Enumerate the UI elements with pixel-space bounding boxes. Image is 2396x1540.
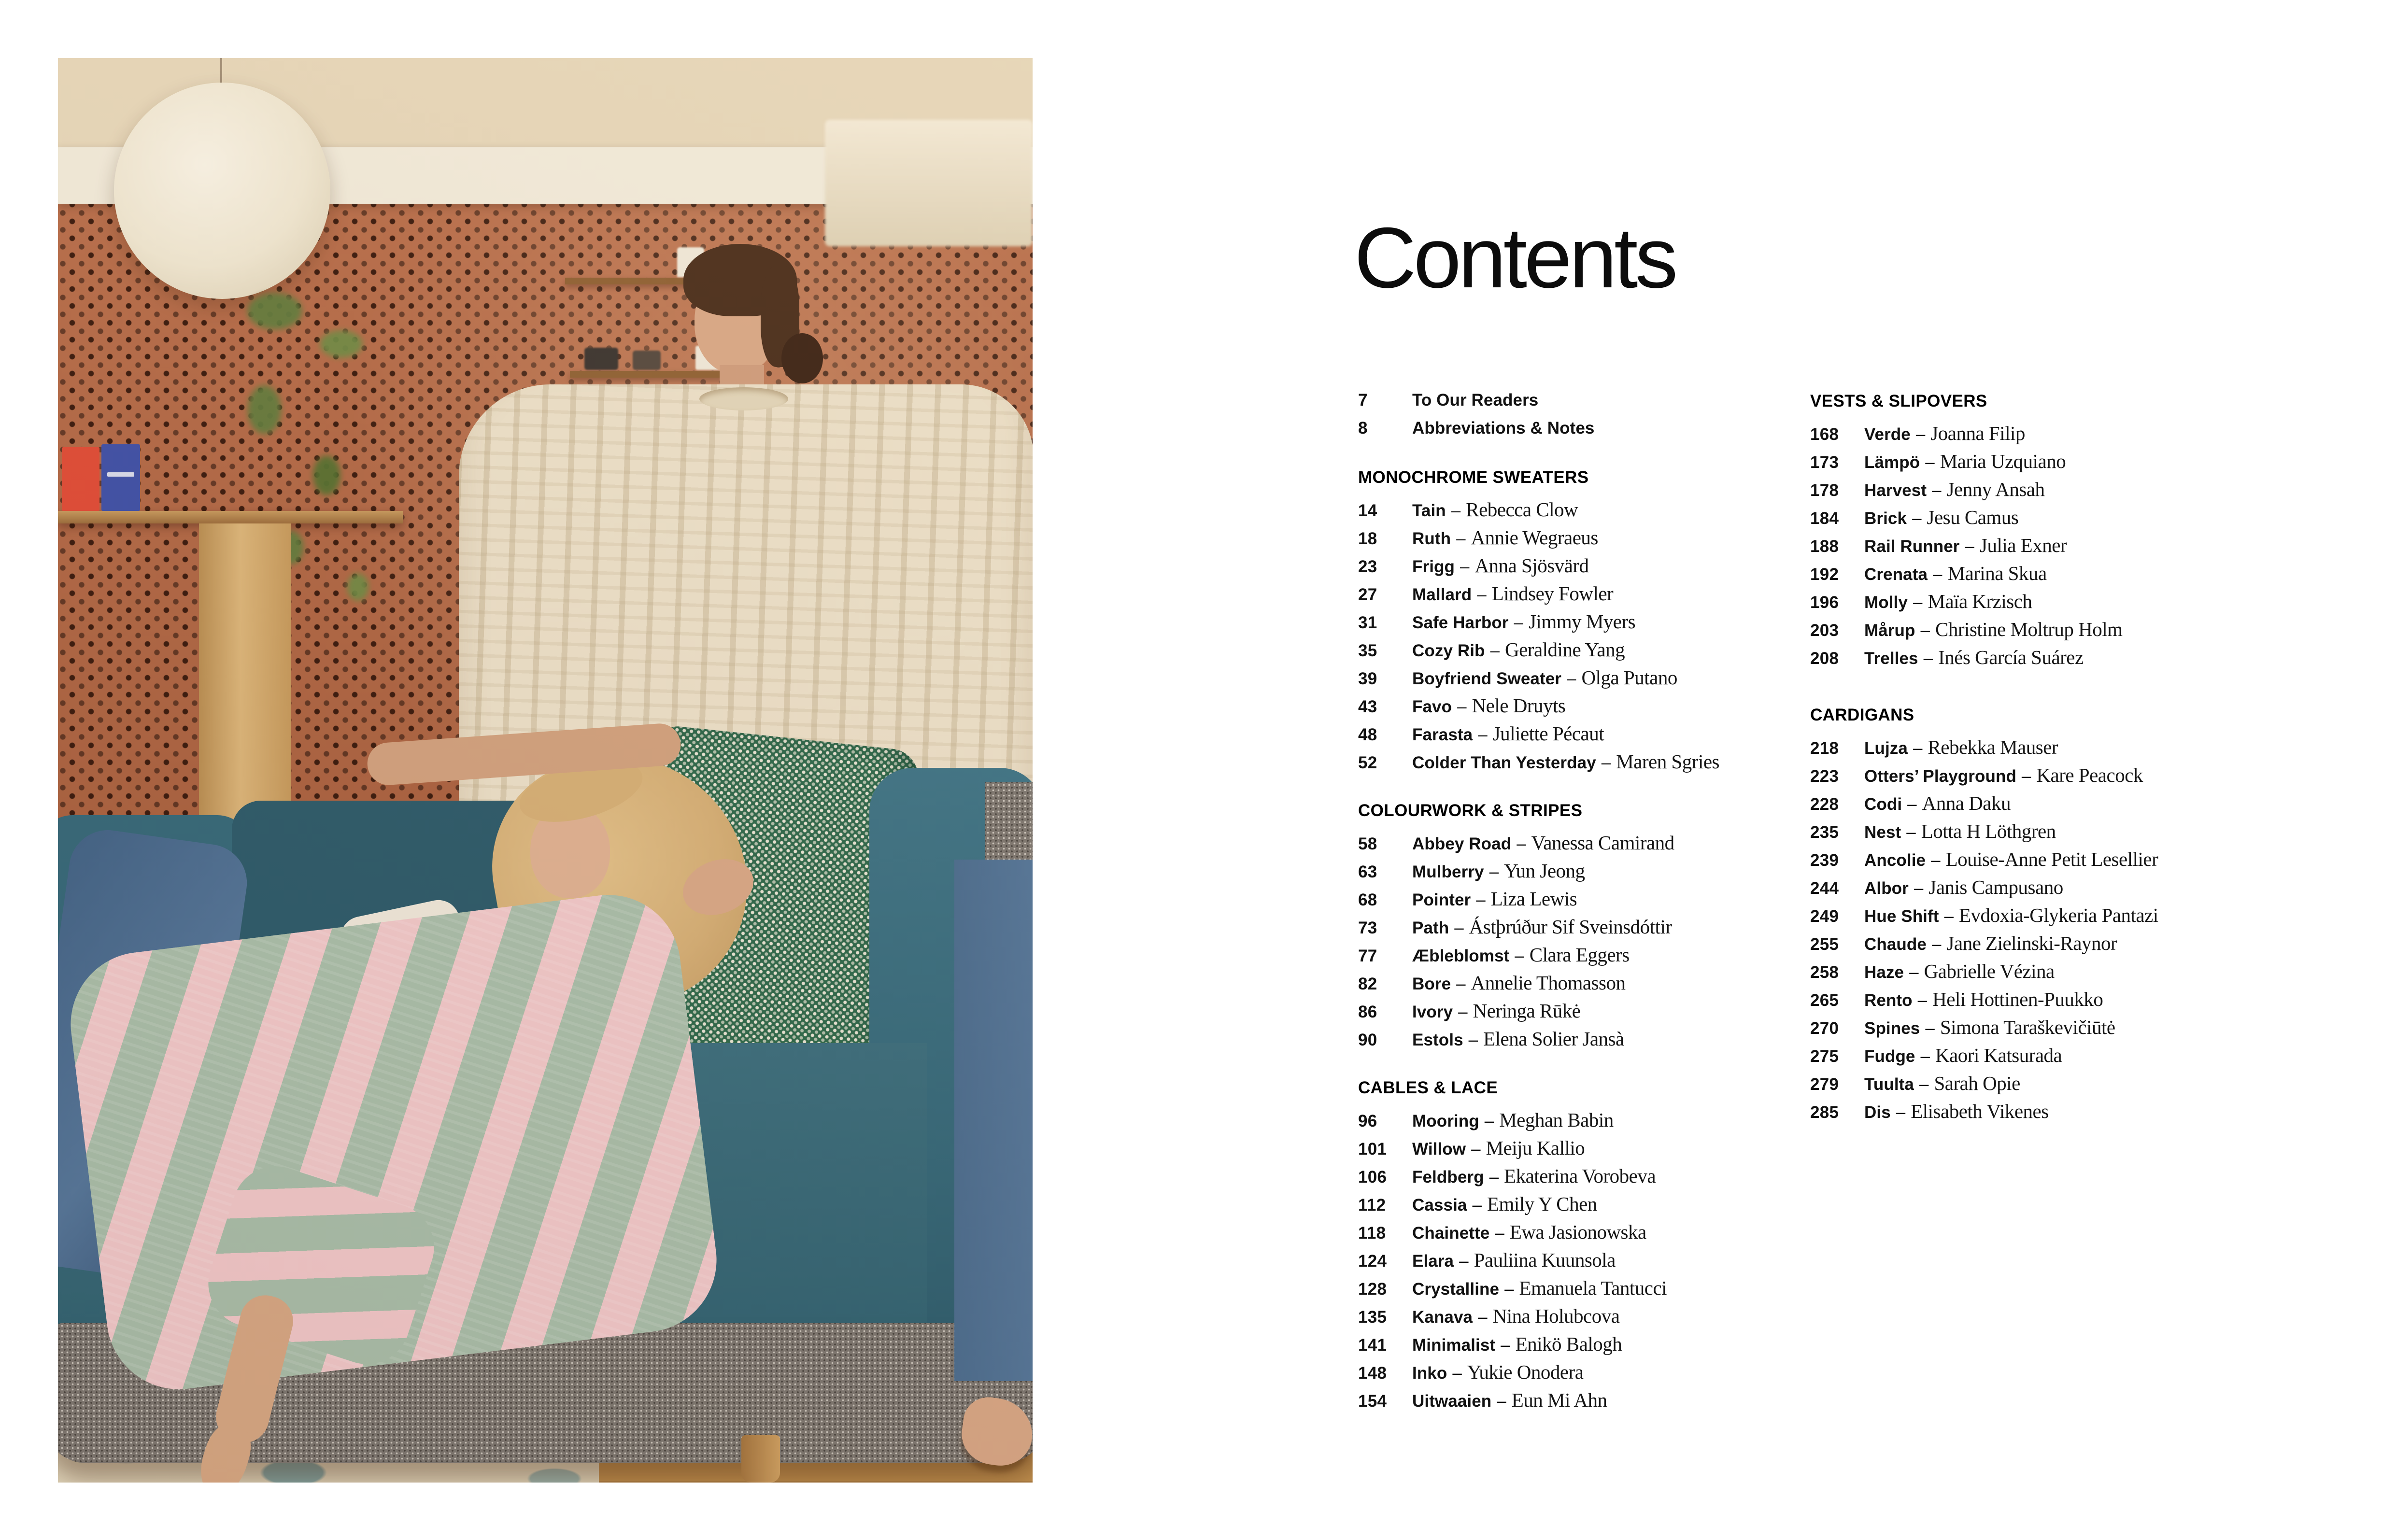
toc-entry (1810, 1069, 2380, 1097)
toc-entry-designer: Anna Daku (1922, 792, 2011, 814)
toc-column-1 (1358, 386, 1802, 1414)
toc-entry-designer: Jane Zielinski-Raynor (1946, 932, 2117, 954)
toc-entry-pattern-name: Colder Than Yesterday (1412, 753, 1596, 772)
toc-entry-designer: Marina Skua (1947, 562, 2047, 584)
toc-entry-designer: Evdoxia-Glykeria Pantazi (1958, 904, 2158, 926)
toc-entry-page-number: 112 (1358, 1196, 1386, 1215)
toc-entry (1358, 386, 1802, 414)
toc-entry (1358, 608, 1802, 636)
toc-entry (1810, 587, 2380, 615)
toc-entry-page-number: 82 (1358, 975, 1377, 993)
dash-separator: – (1925, 453, 1935, 472)
toc-column-2 (1810, 387, 2380, 1125)
dash-separator: – (1478, 725, 1488, 744)
toc-entry (1358, 579, 1802, 608)
toc-entry-pattern-name: Haze (1864, 963, 1904, 982)
toc-entry-pattern-name: Minimalist (1412, 1336, 1496, 1355)
toc-entry-designer: Maria Uzquiano (1940, 450, 2066, 472)
toc-entry-pattern-name: Chaude (1864, 935, 1927, 954)
sweater-collar (699, 387, 788, 410)
toc-entry-pattern-name: Boyfriend Sweater (1412, 669, 1562, 688)
toc-entry-designer: Ewa Jasionowska (1509, 1221, 1646, 1243)
dash-separator: – (1484, 1112, 1494, 1130)
toc-entry-page-number: 148 (1358, 1364, 1387, 1383)
toc-entry-designer: Elisabeth Vikenes (1911, 1100, 2049, 1122)
toc-entry-label (1412, 748, 1719, 780)
toc-entry (1358, 720, 1802, 748)
dash-separator: – (1567, 669, 1576, 688)
toc-entry-designer: Anna Sjösvärd (1474, 554, 1589, 577)
toc-entry-pattern-name: Favo (1412, 697, 1452, 716)
dash-separator: – (1489, 1168, 1499, 1187)
toc-entry (1358, 664, 1802, 692)
toc-entry-page-number: 239 (1810, 851, 1839, 870)
toc-entry (1358, 1358, 1802, 1386)
toc-entry-page-number: 63 (1358, 862, 1377, 881)
toc-entry (1358, 1218, 1802, 1246)
toc-entry-label (1864, 643, 2084, 676)
toc-entry-designer: Jimmy Myers (1528, 610, 1636, 633)
toc-entry (1810, 559, 2380, 587)
toc-entry (1358, 551, 1802, 579)
dash-separator: – (1944, 907, 1954, 926)
toc-section-heading: VESTS & SLIPOVERS (1810, 392, 1987, 410)
toc-entry-designer: Olga Putano (1581, 666, 1677, 689)
toc-entry-page-number: 27 (1358, 585, 1377, 604)
toc-entry-page-number: 106 (1358, 1168, 1387, 1187)
camera-ornament (633, 351, 661, 370)
toc-entry-page-number: 118 (1358, 1224, 1386, 1243)
toc-entry-pattern-name: Mulberry (1412, 862, 1484, 881)
toc-entry-designer: Yukie Onodera (1467, 1361, 1584, 1383)
toc-entry-pattern-name: Ivory (1412, 1003, 1453, 1021)
toc-entry-page-number: 14 (1358, 501, 1377, 520)
toc-entry (1358, 1274, 1802, 1302)
toc-entry-page-number: 265 (1810, 991, 1839, 1010)
dash-separator: – (1514, 613, 1523, 632)
dash-separator: – (1923, 649, 1933, 668)
toc-section-heading: CABLES & LACE (1358, 1078, 1498, 1097)
toc-entry-page-number: 73 (1358, 918, 1377, 937)
dash-separator: – (1933, 565, 1942, 584)
toc-entry (1810, 419, 2380, 447)
toc-entry-pattern-name: Albor (1864, 879, 1909, 898)
toc-entry-pattern-name: Path (1412, 918, 1449, 937)
seated-woman-jeans-leg (954, 860, 1033, 1381)
toc-entry-page-number: 77 (1358, 947, 1377, 965)
dash-separator: – (1515, 947, 1524, 965)
toc-entry-designer: Meiju Kallio (1486, 1137, 1585, 1159)
toc-entry-designer: Enikö Balogh (1515, 1333, 1622, 1355)
toc-entry-page-number: 196 (1810, 593, 1839, 612)
toc-entry-page-number: 135 (1358, 1308, 1387, 1327)
toc-entry-pattern-name: Mallard (1412, 585, 1472, 604)
red-book (62, 447, 99, 511)
toc-entry-page-number: 35 (1358, 641, 1377, 660)
toc-entry-designer: Elena Solier Jansà (1483, 1028, 1624, 1050)
toc-entry-pattern-name: Feldberg (1412, 1168, 1484, 1187)
dash-separator: – (1932, 481, 1942, 500)
toc-entry-page-number: 244 (1810, 879, 1839, 898)
toc-entry (1810, 1013, 2380, 1041)
toc-entry-page-number: 141 (1358, 1336, 1387, 1355)
toc-entry-pattern-name: Otters’ Playground (1864, 767, 2016, 786)
dash-separator: – (1913, 739, 1923, 758)
toc-entry-pattern-name: Estols (1412, 1031, 1463, 1049)
toc-entry-page-number: 208 (1810, 649, 1839, 668)
toc-entry-designer: Emanuela Tantucci (1519, 1277, 1667, 1299)
dash-separator: – (1913, 593, 1923, 612)
toc-entry-pattern-name: Mooring (1412, 1112, 1479, 1130)
toc-entry-designer: Geraldine Yang (1505, 638, 1625, 661)
dash-separator: – (1458, 1003, 1468, 1021)
dash-separator: – (1907, 795, 1917, 814)
toc-entry (1810, 475, 2380, 503)
toc-entry-pattern-name: Molly (1864, 593, 1908, 612)
toc-entry-pattern-name: Fudge (1864, 1047, 1915, 1066)
toc-entry-designer: Janis Campusano (1928, 876, 2063, 898)
dash-separator: – (1906, 823, 1916, 842)
toc-entry-page-number: 154 (1358, 1392, 1387, 1411)
toc-entry (1810, 615, 2380, 643)
toc-section-heading: COLOURWORK & STRIPES (1358, 801, 1583, 820)
toc-entry-designer: Heli Hottinen-Puukko (1932, 988, 2103, 1010)
dash-separator: – (1931, 935, 1942, 954)
dash-separator: – (1471, 1140, 1481, 1159)
toc-entry-designer: Ástþrúður Sif Sveinsdóttir (1469, 916, 1672, 938)
toc-entry (1358, 997, 1802, 1025)
dash-separator: – (1490, 641, 1500, 660)
dash-separator: – (1501, 1336, 1510, 1355)
toc-entry-page-number: 258 (1810, 963, 1839, 982)
toc-entry (1810, 1097, 2380, 1125)
toc-entry-label (1412, 414, 1594, 446)
sphere-pendant-lamp (114, 83, 330, 299)
toc-entry-page-number: 228 (1810, 795, 1839, 814)
toc-entry-page-number: 48 (1358, 725, 1377, 744)
dash-separator: – (1477, 585, 1487, 604)
toc-entry-designer: Emily Y Chen (1487, 1193, 1597, 1215)
toc-entry (1358, 636, 1802, 664)
toc-entry-page-number: 128 (1358, 1280, 1387, 1299)
toc-entry-designer: Nele Druyts (1472, 694, 1566, 717)
toc-entry-designer: Annie Wegraeus (1471, 526, 1598, 549)
toc-entry-pattern-name: Crystalline (1412, 1280, 1500, 1299)
toc-entry-page-number: 96 (1358, 1112, 1377, 1130)
toc-entry-designer: Christine Moltrup Holm (1935, 618, 2123, 640)
dash-separator: – (1457, 697, 1467, 716)
toc-entry-pattern-name: Uitwaaien (1412, 1392, 1492, 1411)
dash-separator: – (1912, 509, 1922, 528)
dash-separator: – (1909, 963, 1919, 982)
toc-entry-pattern-name: Mårup (1864, 621, 1915, 640)
toc-entry (1358, 1134, 1802, 1162)
toc-entry-page-number: 255 (1810, 935, 1839, 954)
dash-separator: – (1965, 537, 1974, 556)
toc-entry-designer: Inés García Suárez (1938, 646, 2084, 668)
toc-entry-pattern-name: Safe Harbor (1412, 613, 1509, 632)
toc-entry-page-number: 39 (1358, 669, 1377, 688)
toc-entry-label (1412, 386, 1538, 418)
toc-entry-designer: Gabrielle Vézina (1924, 960, 2055, 982)
toc-entry-pattern-name: Frigg (1412, 557, 1455, 576)
dash-separator: – (1459, 1252, 1469, 1271)
toc-entry (1358, 523, 1802, 551)
toc-entry (1358, 1302, 1802, 1330)
toc-entry-designer: Juliette Pécaut (1492, 722, 1604, 745)
toc-entry-page-number: 52 (1358, 753, 1377, 772)
toc-entry-designer: Maren Sgries (1616, 750, 1719, 773)
toc-entry-pattern-name: Cassia (1412, 1196, 1467, 1215)
toc-entry-designer: Ekaterina Vorobeva (1504, 1165, 1656, 1187)
dash-separator: – (1468, 1031, 1478, 1049)
toc-entry-designer: Maïa Krzisch (1928, 590, 2032, 612)
toc-entry-pattern-name: Æbleblomst (1412, 947, 1510, 965)
camera-ornament (584, 348, 618, 370)
dash-separator: – (1460, 557, 1470, 576)
toc-entry (1358, 414, 1802, 442)
toc-entry (1810, 985, 2380, 1013)
dash-separator: – (1456, 975, 1466, 993)
toc-entry-designer: Louise-Anne Petit Lesellier (1945, 848, 2158, 870)
toc-entry-page-number: 31 (1358, 613, 1377, 632)
toc-entry-pattern-name: Ruth (1412, 529, 1451, 548)
dash-separator: – (1919, 1075, 1929, 1094)
dash-separator: – (1915, 425, 1926, 444)
toc-entry-designer: Jenny Ansah (1946, 478, 2045, 500)
toc-entry-page-number: 192 (1810, 565, 1839, 584)
toc-entry (1358, 969, 1802, 997)
dash-separator: – (1896, 1103, 1906, 1122)
dash-separator: – (1478, 1308, 1488, 1327)
dash-separator: – (1931, 851, 1941, 870)
toc-entry-page-number: 270 (1810, 1019, 1839, 1038)
toc-entry-designer: Sarah Opie (1934, 1072, 2020, 1094)
toc-entry-page-number: 18 (1358, 529, 1377, 548)
toc-entry (1358, 1246, 1802, 1274)
toc-entry-page-number: 124 (1358, 1252, 1387, 1271)
dash-separator: – (1601, 753, 1611, 772)
toc-entry-page-number: 279 (1810, 1075, 1839, 1094)
wooden-shelf (58, 511, 403, 523)
toc-entry-pattern-name: Elara (1412, 1252, 1454, 1271)
toc-entry-pattern-name: Tuulta (1864, 1075, 1914, 1094)
dash-separator: – (1914, 879, 1924, 898)
toc-entry-label (1864, 1097, 2049, 1130)
toc-section-heading: MONOCHROME SWEATERS (1358, 468, 1589, 487)
toc-entry-designer: Kare Peacock (2036, 764, 2143, 786)
dash-separator: – (1920, 1047, 1930, 1066)
toc-section-heading: CARDIGANS (1810, 706, 1914, 724)
toc-entry (1810, 845, 2380, 873)
toc-entry (1358, 857, 1802, 885)
toc-entry-designer: Lindsey Fowler (1491, 582, 1614, 605)
toc-entry-pattern-name: Crenata (1864, 565, 1928, 584)
toc-entry-page-number: 101 (1358, 1140, 1387, 1159)
toc-entry-page-number: 58 (1358, 834, 1377, 853)
toc-entry-pattern-name: Chainette (1412, 1224, 1490, 1243)
toc-entry-page-number: 90 (1358, 1031, 1377, 1049)
toc-entry-designer: Neringa Rūkė (1473, 1000, 1581, 1022)
dash-separator: – (1920, 621, 1930, 640)
toc-entry-page-number: 223 (1810, 767, 1839, 786)
toc-entry-pattern-name: Dis (1864, 1103, 1891, 1122)
toc-entry (1358, 1330, 1802, 1358)
toc-entry (1810, 733, 2380, 761)
toc-entry-designer: Clara Eggers (1529, 944, 1630, 966)
toc-entry-designer: Jesu Camus (1927, 506, 2019, 528)
toc-entry-pattern-name: Bore (1412, 975, 1451, 993)
dash-separator: – (1495, 1224, 1504, 1243)
toc-entry (1810, 531, 2380, 559)
toc-entry-pattern-name: Kanava (1412, 1308, 1473, 1327)
dash-separator: – (1489, 862, 1499, 881)
toc-entry-designer: Vanessa Camirand (1531, 832, 1674, 854)
toc-entry-pattern-name: Trelles (1864, 649, 1918, 668)
toc-entry-page-number: 275 (1810, 1047, 1839, 1066)
toc-entry (1358, 829, 1802, 857)
toc-entry (1810, 447, 2380, 475)
toc-entry (1358, 913, 1802, 941)
dash-separator: – (1454, 918, 1464, 937)
toc-entry-page-number: 43 (1358, 697, 1377, 716)
toc-entry-page-number: 68 (1358, 890, 1377, 909)
dash-separator: – (1451, 501, 1461, 520)
toc-entry-title: To Our Readers (1412, 391, 1539, 410)
dash-separator: – (1925, 1019, 1935, 1038)
toc-entry-pattern-name: Spines (1864, 1019, 1920, 1038)
ceiling-shelf (825, 120, 1033, 246)
toc-entry-pattern-name: Rento (1864, 991, 1913, 1010)
toc-entry-page-number: 8 (1358, 419, 1368, 438)
dash-separator: – (1472, 1196, 1482, 1215)
toc-entry (1358, 1025, 1802, 1053)
toc-entry-pattern-name: Pointer (1412, 890, 1471, 909)
toc-entry-label (1412, 1386, 1607, 1419)
blue-book (101, 444, 140, 511)
toc-entry-page-number: 184 (1810, 509, 1839, 528)
toc-entry-pattern-name: Harvest (1864, 481, 1927, 500)
toc-entry-designer: Yun Jeong (1504, 860, 1585, 882)
toc-entry (1810, 817, 2380, 845)
dash-separator: – (1456, 529, 1466, 548)
toc-entry (1810, 929, 2380, 957)
toc-entry (1810, 761, 2380, 789)
toc-entry (1810, 901, 2380, 929)
toc-entry-page-number: 285 (1810, 1103, 1839, 1122)
toc-entry (1358, 941, 1802, 969)
toc-entry (1358, 1106, 1802, 1134)
toc-entry-designer: Kaori Katsurada (1935, 1044, 2062, 1066)
toc-entry-page-number: 218 (1810, 739, 1839, 758)
toc-entry (1358, 1162, 1802, 1190)
toc-entry-designer: Julia Exner (1979, 534, 2067, 556)
toc-entry-designer: Pauliina Kuunsola (1474, 1249, 1616, 1271)
small-wall-shelf (570, 371, 739, 378)
dash-separator: – (1517, 834, 1526, 853)
toc-entry (1810, 503, 2380, 531)
toc-entry-page-number: 86 (1358, 1003, 1377, 1021)
toc-entry-title: Abbreviations & Notes (1412, 419, 1595, 438)
toc-entry (1358, 748, 1802, 776)
toc-entry-page-number: 7 (1358, 391, 1368, 410)
sofa-wooden-leg (741, 1435, 780, 1483)
toc-entry-designer: Annelie Thomasson (1471, 972, 1626, 994)
toc-entry-pattern-name: Abbey Road (1412, 834, 1512, 853)
toc-entry-pattern-name: Verde (1864, 425, 1911, 444)
toc-entry-page-number: 168 (1810, 425, 1839, 444)
toc-entry-designer: Rebekka Mauser (1928, 736, 2058, 758)
toc-entry-pattern-name: Hue Shift (1864, 907, 1939, 926)
photo-left-page (58, 58, 1033, 1483)
toc-entry-designer: Joanna Filip (1930, 422, 2025, 444)
toc-entry-page-number: 188 (1810, 537, 1839, 556)
dash-separator: – (2021, 767, 2031, 786)
toc-entry-page-number: 249 (1810, 907, 1839, 926)
toc-entry-pattern-name: Inko (1412, 1364, 1447, 1383)
toc-entry-pattern-name: Ancolie (1864, 851, 1926, 870)
toc-entry-pattern-name: Cozy Rib (1412, 641, 1485, 660)
toc-entry (1358, 1386, 1802, 1414)
toc-entry (1358, 495, 1802, 523)
dash-separator: – (1476, 890, 1486, 909)
toc-entry-designer: Nina Holubcova (1492, 1305, 1620, 1327)
page-title: Contents (1354, 210, 1675, 306)
dash-separator: – (1497, 1392, 1506, 1411)
toc-entry-label (1412, 1025, 1624, 1058)
toc-entry (1358, 1190, 1802, 1218)
toc-entry-pattern-name: Lujza (1864, 739, 1908, 758)
dash-separator: – (1452, 1364, 1462, 1383)
toc-entry-designer: Simona Taraškevičiūtė (1940, 1016, 2115, 1038)
toc-entry-pattern-name: Farasta (1412, 725, 1473, 744)
toc-entry-designer: Meghan Babin (1499, 1109, 1614, 1131)
toc-entry-designer: Liza Lewis (1490, 888, 1577, 910)
toc-entry-page-number: 178 (1810, 481, 1839, 500)
toc-entry-pattern-name: Codi (1864, 795, 1902, 814)
toc-entry-designer: Lotta H Löthgren (1921, 820, 2056, 842)
toc-entry-designer: Rebecca Clow (1466, 498, 1578, 521)
toc-entry-pattern-name: Rail Runner (1864, 537, 1960, 556)
toc-entry-page-number: 203 (1810, 621, 1839, 640)
toc-entry-designer: Eun Mi Ahn (1511, 1389, 1607, 1411)
toc-entry-pattern-name: Willow (1412, 1140, 1466, 1159)
toc-entry-pattern-name: Brick (1864, 509, 1907, 528)
toc-entry-pattern-name: Nest (1864, 823, 1901, 842)
toc-entry-page-number: 23 (1358, 557, 1377, 576)
toc-entry-pattern-name: Tain (1412, 501, 1446, 520)
toc-entry-page-number: 235 (1810, 823, 1839, 842)
dash-separator: – (1917, 991, 1928, 1010)
dash-separator: – (1504, 1280, 1514, 1299)
toc-entry-pattern-name: Lämpö (1864, 453, 1920, 472)
seated-woman-hair-bun (781, 333, 823, 383)
toc-entry-page-number: 173 (1810, 453, 1839, 472)
